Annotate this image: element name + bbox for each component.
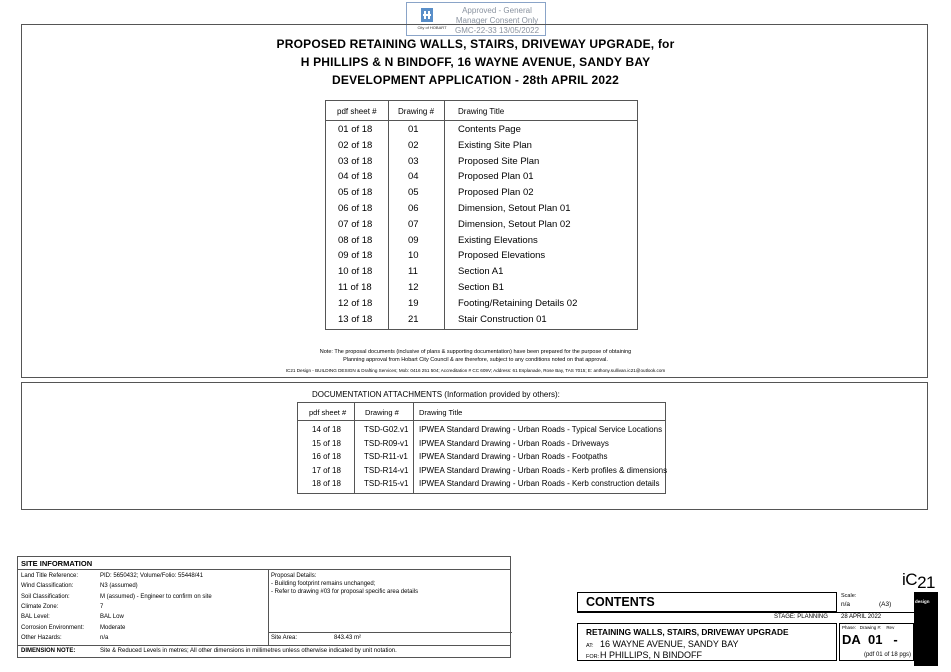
contents-cell: 02 of 18 [338, 139, 373, 151]
attachment-cell: 18 of 18 [312, 479, 341, 489]
contents-cell: 01 [408, 124, 419, 135]
title-block [577, 592, 914, 662]
attachment-cell: 15 of 18 [312, 438, 341, 448]
attachment-cell: 14 of 18 [312, 425, 341, 434]
attachment-cell: IPWEA Standard Drawing - Urban Roads - Kerb profiles & dimensions [419, 465, 668, 475]
phase-label: Phase: [842, 625, 857, 630]
contents-cell: 01 of 18 [338, 124, 373, 135]
logo-sub: 21 [917, 573, 935, 592]
contents-cell: Section B1 [458, 282, 504, 293]
contents-cell: 09 of 18 [338, 250, 373, 262]
scale-value: n/a [841, 601, 851, 608]
attachment-cell: IPWEA Standard Drawing - Urban Roads - Typical Service Locations [419, 425, 663, 434]
attachment-cell: IPWEA Standard Drawing - Urban Roads - Footpaths [419, 452, 608, 462]
site-field-value: Moderate [100, 624, 126, 631]
contents-cell: 07 of 18 [338, 218, 373, 230]
contents-cell: 03 [408, 155, 419, 167]
paper-size: (A3) [879, 601, 892, 608]
site-field-value: M (assumed) - Engineer to confirm on site [100, 593, 212, 600]
scale-box [839, 592, 914, 612]
contents-cell: Section A1 [458, 266, 504, 278]
site-field-value: n/a [100, 634, 109, 641]
phase: DA [842, 632, 861, 647]
contents-cell: 12 [408, 282, 419, 293]
column-header: Drawing # [398, 107, 435, 116]
project-title: RETAINING WALLS, STAIRS, DRIVEWAY UPGRADE [586, 627, 789, 637]
stamp-org: City of HOBART [417, 25, 447, 30]
contents-cell: Dimension, Setout Plan 01 [458, 203, 571, 214]
for-label: FOR: [586, 654, 600, 660]
contents-cell: Proposed Elevations [458, 250, 546, 262]
attachments-table [297, 402, 666, 494]
stamp-line-3: GMC-22-33 13/05/2022 [454, 26, 540, 35]
dimension-note-label: DIMENSION NOTE: [21, 648, 76, 654]
for-value: H PHILLIPS, N BINDOFF [600, 650, 703, 660]
site-field-label: BAL Level: [21, 614, 50, 621]
contents-cell: 19 [408, 297, 419, 309]
contents-cell: 10 [408, 250, 419, 262]
site-field-value: 7 [100, 603, 104, 610]
stamp-line-2: Manager Consent Only [455, 16, 539, 25]
contents-table-header [326, 101, 637, 121]
contents-cell: Existing Site Plan [458, 139, 532, 151]
attachment-cell: TSD-R15-v1 [364, 479, 409, 489]
site-information-panel [17, 556, 511, 658]
drawing-label: Drawing #: [859, 625, 882, 630]
contents-table [325, 100, 638, 330]
note-line-1: Note: The proposal documents (inclusive of plans & supporting documentation) have been prepared for the purpose of obtaining [319, 349, 632, 355]
proposal-detail-1: - Building footprint remains unchanged; [271, 581, 376, 587]
designer-credits: IC21 Design - BUILDING DESIGN & Drafting Services; Mob: 0416 251 504; Accreditation # CC 609V; Address: 61 Esplanade, Rose Bay, TAS 7015; E: anthony.sullivan.ic21@outlook.com [285, 368, 666, 373]
attachment-cell: IPWEA Standard Drawing - Urban Roads - Driveways [419, 438, 609, 448]
contents-cell: 08 of 18 [338, 234, 373, 246]
column-header: Drawing Title [419, 408, 463, 417]
site-field-value: N3 (assumed) [100, 583, 138, 590]
contents-cell: 21 [408, 313, 419, 325]
header-line-1: PROPOSED RETAINING WALLS, STAIRS, DRIVEWAY UPGRADE, for [276, 37, 675, 51]
drawing-number: 01 [868, 632, 883, 647]
contents-cell: 05 [408, 187, 419, 199]
column-header: pdf sheet # [309, 408, 347, 417]
site-field-label: Soil Classification: [21, 593, 70, 600]
project-box [577, 623, 837, 661]
date: 28 APRIL 2022 [841, 614, 882, 620]
attachment-cell: TSD-R11-v1 [364, 452, 408, 462]
logo-main: iC [902, 570, 918, 589]
proposal-label: Proposal Details: [271, 573, 317, 579]
attachment-cell: 16 of 18 [312, 452, 341, 462]
logo-caption: design [915, 599, 930, 604]
revision: - [893, 632, 898, 647]
site-field-label: Other Hazards: [21, 634, 62, 641]
dimension-note-value: Site & Reduced Levels in metres; All other dimensions in millimetres unless otherwise indicated by unit notation. [100, 648, 397, 654]
sheet-title: CONTENTS [577, 592, 837, 612]
contents-cell: 10 of 18 [338, 266, 373, 278]
contents-cell: 04 of 18 [338, 171, 373, 183]
ic21-logo [902, 570, 935, 593]
column-header: Drawing # [365, 408, 399, 417]
site-field-value: PID: 5650432; Volume/Folio: 55448/41 [100, 573, 204, 579]
at-value: 16 WAYNE AVENUE, SANDY BAY [600, 639, 739, 649]
contents-cell: Stair Construction 01 [458, 313, 547, 325]
contents-cell: 06 [408, 203, 419, 214]
site-info-heading: SITE INFORMATION [18, 557, 510, 570]
header-line-2: H PHILLIPS & N BINDOFF, 16 WAYNE AVENUE, SANDY BAY [300, 55, 651, 69]
contents-cell: 02 [408, 139, 419, 151]
site-field-label: Land Title Reference: [21, 573, 79, 579]
note-line-2: Planning approval from Hobart City Council & are therefore, subject to any conditions noted on that approval. [343, 357, 608, 363]
contents-cell: 11 of 18 [338, 282, 372, 293]
pdf-page-count: (pdf 01 of 18 pgs) [863, 652, 911, 658]
site-field-label: Climate Zone: [21, 603, 59, 610]
scale-label: Scale: [841, 593, 857, 599]
header-line-3: DEVELOPMENT APPLICATION - 28th APRIL 2022 [332, 73, 619, 87]
at-label: AT: [586, 643, 594, 649]
site-area-value: 843.43 m² [334, 635, 362, 641]
attachments-heading: DOCUMENTATION ATTACHMENTS (Information provided by others): [312, 390, 560, 399]
attachment-cell: IPWEA Standard Drawing - Urban Roads - Kerb construction details [419, 479, 660, 489]
site-field-value: BAL Low [100, 614, 124, 621]
stage: STAGE: PLANNING [774, 614, 828, 620]
contents-cell: 12 of 18 [338, 297, 373, 309]
contents-cell: 04 [408, 171, 419, 183]
proposal-detail-2: - Refer to drawing #03 for proposal specific area details [271, 589, 419, 595]
contents-cell: Footing/Retaining Details 02 [458, 297, 578, 309]
contents-cell: 13 of 18 [338, 313, 373, 325]
contents-cell: Dimension, Setout Plan 02 [458, 218, 571, 230]
attachment-cell: TSD-G02.v1 [364, 425, 409, 434]
stamp-line-1: Approved - General [462, 6, 532, 15]
contents-cell: Proposed Site Plan [458, 155, 540, 167]
attachment-cell: TSD-R14-v1 [364, 465, 409, 475]
rev-label: Rev [886, 625, 895, 630]
contents-cell: Proposed Plan 01 [458, 171, 534, 183]
drawing-number-box [839, 623, 914, 661]
contents-cell: 07 [408, 218, 419, 230]
contents-cell: 05 of 18 [338, 187, 373, 199]
logo-bar [914, 592, 938, 666]
contents-cell: Contents Page [458, 124, 521, 135]
contents-cell: 03 of 18 [338, 155, 373, 167]
column-header: Drawing Title [458, 107, 505, 116]
contents-cell: 06 of 18 [338, 203, 373, 214]
site-field-label: Corrosion Environment: [21, 624, 85, 631]
stage-row [577, 612, 914, 623]
contents-cell: Existing Elevations [458, 234, 538, 246]
attachment-cell: 17 of 18 [312, 465, 341, 475]
site-area-label: Site Area: [271, 635, 298, 641]
contents-cell: 11 [408, 266, 418, 278]
contents-cell: 09 [408, 234, 419, 246]
site-field-label: Wind Classification: [21, 583, 74, 590]
attachment-cell: TSD-R09-v1 [364, 438, 409, 448]
column-header: pdf sheet # [337, 107, 377, 116]
contents-cell: Proposed Plan 02 [458, 187, 534, 199]
